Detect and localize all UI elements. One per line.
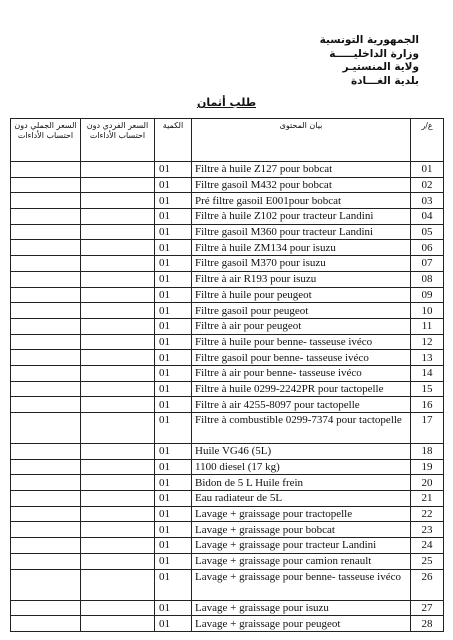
- cell-number: 14: [411, 365, 444, 381]
- table-row: [11, 287, 444, 303]
- cell-unit-price: [81, 459, 155, 475]
- cell-description: Filtre à combustible 0299-7374 pour tactopelle: [192, 413, 411, 444]
- cell-total-price: [11, 444, 81, 460]
- cell-unit-price: [81, 600, 155, 616]
- cell-number: 19: [411, 459, 444, 475]
- cell-quantity: 01: [155, 224, 192, 240]
- document-title: طلب أثمان: [196, 96, 257, 109]
- cell-total-price: [11, 240, 81, 256]
- table-row: [11, 397, 444, 413]
- cell-number: 08: [411, 271, 444, 287]
- cell-total-price: [11, 569, 81, 600]
- table-row: [11, 522, 444, 538]
- cell-quantity: 01: [155, 350, 192, 366]
- cell-unit-price: [81, 506, 155, 522]
- column-header-total-price: السعر الجملي دون احتساب الأداءات: [11, 119, 81, 162]
- cell-quantity: 01: [155, 287, 192, 303]
- cell-total-price: [11, 334, 81, 350]
- price-request-table: [10, 118, 444, 632]
- cell-number: 06: [411, 240, 444, 256]
- cell-number: 20: [411, 475, 444, 491]
- cell-unit-price: [81, 240, 155, 256]
- column-header-unit-price: السعر الفردي دون احتساب الأداءات: [81, 119, 155, 162]
- table-row: [11, 177, 444, 193]
- cell-number: 04: [411, 209, 444, 225]
- cell-description: Filtre à huile ZM134 pour isuzu: [192, 240, 411, 256]
- cell-number: 07: [411, 256, 444, 272]
- cell-unit-price: [81, 224, 155, 240]
- cell-total-price: [11, 209, 81, 225]
- table-row: [11, 553, 444, 569]
- table-header-row: [11, 119, 444, 162]
- table-row: [11, 444, 444, 460]
- cell-unit-price: [81, 350, 155, 366]
- cell-quantity: 01: [155, 600, 192, 616]
- cell-total-price: [11, 616, 81, 632]
- cell-number: 18: [411, 444, 444, 460]
- cell-number: 09: [411, 287, 444, 303]
- cell-description: Filtre gasoil pour benne- tasseuse ivéco: [192, 350, 411, 366]
- cell-unit-price: [81, 287, 155, 303]
- cell-total-price: [11, 193, 81, 209]
- cell-total-price: [11, 522, 81, 538]
- table-row: [11, 506, 444, 522]
- cell-unit-price: [81, 162, 155, 178]
- cell-total-price: [11, 600, 81, 616]
- table-row: [11, 224, 444, 240]
- cell-number: 16: [411, 397, 444, 413]
- cell-total-price: [11, 475, 81, 491]
- cell-description: Huile VG46 (5L): [192, 444, 411, 460]
- cell-description: Lavage + graissage pour peugeot: [192, 616, 411, 632]
- cell-description: Lavage + graissage pour bobcat: [192, 522, 411, 538]
- table-row: [11, 350, 444, 366]
- cell-unit-price: [81, 365, 155, 381]
- cell-number: 11: [411, 318, 444, 334]
- cell-description: 1100 diesel (17 kg): [192, 459, 411, 475]
- cell-quantity: 01: [155, 553, 192, 569]
- column-header-number: ع/ر: [411, 119, 444, 162]
- cell-unit-price: [81, 444, 155, 460]
- cell-description: Filtre à huile Z127 pour bobcat: [192, 162, 411, 178]
- cell-number: 10: [411, 303, 444, 319]
- cell-unit-price: [81, 538, 155, 554]
- letterhead: [320, 34, 419, 88]
- cell-total-price: [11, 287, 81, 303]
- cell-quantity: 01: [155, 334, 192, 350]
- cell-unit-price: [81, 209, 155, 225]
- column-header-quantity: الكمية: [155, 119, 192, 162]
- cell-quantity: 01: [155, 397, 192, 413]
- cell-total-price: [11, 350, 81, 366]
- cell-number: 28: [411, 616, 444, 632]
- cell-description: Lavage + graissage pour isuzu: [192, 600, 411, 616]
- cell-number: 25: [411, 553, 444, 569]
- cell-quantity: 01: [155, 365, 192, 381]
- cell-total-price: [11, 381, 81, 397]
- table-row: [11, 240, 444, 256]
- cell-quantity: 01: [155, 240, 192, 256]
- cell-description: Lavage + graissage pour tractopelle: [192, 506, 411, 522]
- cell-total-price: [11, 459, 81, 475]
- cell-description: Filtre à huile pour benne- tasseuse ivéco: [192, 334, 411, 350]
- cell-total-price: [11, 303, 81, 319]
- cell-quantity: 01: [155, 256, 192, 272]
- table-row: [11, 271, 444, 287]
- cell-total-price: [11, 365, 81, 381]
- cell-number: 12: [411, 334, 444, 350]
- cell-quantity: 01: [155, 318, 192, 334]
- cell-quantity: 01: [155, 381, 192, 397]
- cell-number: 03: [411, 193, 444, 209]
- cell-number: 21: [411, 491, 444, 507]
- cell-number: 27: [411, 600, 444, 616]
- table-row: [11, 413, 444, 444]
- cell-unit-price: [81, 318, 155, 334]
- cell-description: Lavage + graissage pour camion renault: [192, 553, 411, 569]
- letterhead-line-governorate: ولاية المنستيـر: [342, 61, 419, 73]
- cell-quantity: 01: [155, 444, 192, 460]
- cell-total-price: [11, 177, 81, 193]
- cell-unit-price: [81, 193, 155, 209]
- table-row: [11, 600, 444, 616]
- cell-description: Filtre gasoil M432 pour bobcat: [192, 177, 411, 193]
- cell-number: 15: [411, 381, 444, 397]
- table-row: [11, 162, 444, 178]
- cell-description: Pré filtre gasoil E001pour bobcat: [192, 193, 411, 209]
- cell-quantity: 01: [155, 303, 192, 319]
- cell-description: Filtre à huile pour peugeot: [192, 287, 411, 303]
- cell-description: Lavage + graissage pour tracteur Landini: [192, 538, 411, 554]
- table-row: [11, 334, 444, 350]
- cell-total-price: [11, 491, 81, 507]
- cell-quantity: 01: [155, 177, 192, 193]
- cell-description: Filtre à air pour benne- tasseuse ivéco: [192, 365, 411, 381]
- cell-quantity: 01: [155, 209, 192, 225]
- cell-quantity: 01: [155, 271, 192, 287]
- table-row: [11, 616, 444, 632]
- cell-number: 01: [411, 162, 444, 178]
- cell-unit-price: [81, 256, 155, 272]
- table-row: [11, 381, 444, 397]
- cell-unit-price: [81, 491, 155, 507]
- cell-quantity: 01: [155, 522, 192, 538]
- cell-description: Eau radiateur de 5L: [192, 491, 411, 507]
- column-header-description: بيان المحتوى: [192, 119, 411, 162]
- cell-total-price: [11, 224, 81, 240]
- table-row: [11, 256, 444, 272]
- cell-number: 23: [411, 522, 444, 538]
- cell-total-price: [11, 397, 81, 413]
- cell-description: Filtre à air R193 pour isuzu: [192, 271, 411, 287]
- cell-quantity: 01: [155, 413, 192, 444]
- table-row: [11, 365, 444, 381]
- cell-unit-price: [81, 569, 155, 600]
- cell-number: 26: [411, 569, 444, 600]
- cell-description: Filtre à air 4255-8097 pour tactopelle: [192, 397, 411, 413]
- cell-unit-price: [81, 397, 155, 413]
- cell-unit-price: [81, 413, 155, 444]
- cell-total-price: [11, 506, 81, 522]
- table-row: [11, 303, 444, 319]
- cell-quantity: 01: [155, 459, 192, 475]
- cell-number: 05: [411, 224, 444, 240]
- table-row: [11, 475, 444, 491]
- letterhead-line-municipality: بلدية الغـــادة: [350, 74, 419, 87]
- table-row: [11, 459, 444, 475]
- table-row: [11, 318, 444, 334]
- cell-quantity: 01: [155, 475, 192, 491]
- cell-unit-price: [81, 475, 155, 491]
- cell-unit-price: [81, 553, 155, 569]
- table-row: [11, 491, 444, 507]
- cell-description: Bidon de 5 L Huile frein: [192, 475, 411, 491]
- cell-number: 17: [411, 413, 444, 444]
- cell-quantity: 01: [155, 616, 192, 632]
- cell-description: Filtre gasoil M370 pour isuzu: [192, 256, 411, 272]
- cell-total-price: [11, 553, 81, 569]
- letterhead-line-ministry: وزارة الداخليـــــة: [329, 47, 419, 60]
- cell-quantity: 01: [155, 569, 192, 600]
- cell-total-price: [11, 162, 81, 178]
- cell-description: Filtre à air pour peugeot: [192, 318, 411, 334]
- cell-number: 24: [411, 538, 444, 554]
- cell-quantity: 01: [155, 162, 192, 178]
- cell-unit-price: [81, 381, 155, 397]
- cell-description: Lavage + graissage pour benne- tasseuse ivéco: [192, 569, 411, 600]
- cell-quantity: 01: [155, 491, 192, 507]
- cell-unit-price: [81, 271, 155, 287]
- table-row: [11, 569, 444, 600]
- cell-total-price: [11, 271, 81, 287]
- cell-unit-price: [81, 616, 155, 632]
- cell-description: Filtre gasoil pour peugeot: [192, 303, 411, 319]
- table-row: [11, 209, 444, 225]
- cell-total-price: [11, 413, 81, 444]
- cell-total-price: [11, 318, 81, 334]
- cell-number: 02: [411, 177, 444, 193]
- letterhead-line-republic: الجمهورية التونسية: [319, 34, 419, 46]
- cell-unit-price: [81, 177, 155, 193]
- table-row: [11, 538, 444, 554]
- cell-total-price: [11, 538, 81, 554]
- cell-quantity: 01: [155, 506, 192, 522]
- cell-description: Filtre à huile 0299-2242PR pour tactopelle: [192, 381, 411, 397]
- cell-quantity: 01: [155, 193, 192, 209]
- table-row: [11, 193, 444, 209]
- cell-number: 13: [411, 350, 444, 366]
- cell-quantity: 01: [155, 538, 192, 554]
- cell-number: 22: [411, 506, 444, 522]
- cell-unit-price: [81, 303, 155, 319]
- cell-description: Filtre à huile Z102 pour tracteur Landini: [192, 209, 411, 225]
- cell-total-price: [11, 256, 81, 272]
- cell-description: Filtre gasoil M360 pour tracteur Landini: [192, 224, 411, 240]
- cell-unit-price: [81, 522, 155, 538]
- cell-unit-price: [81, 334, 155, 350]
